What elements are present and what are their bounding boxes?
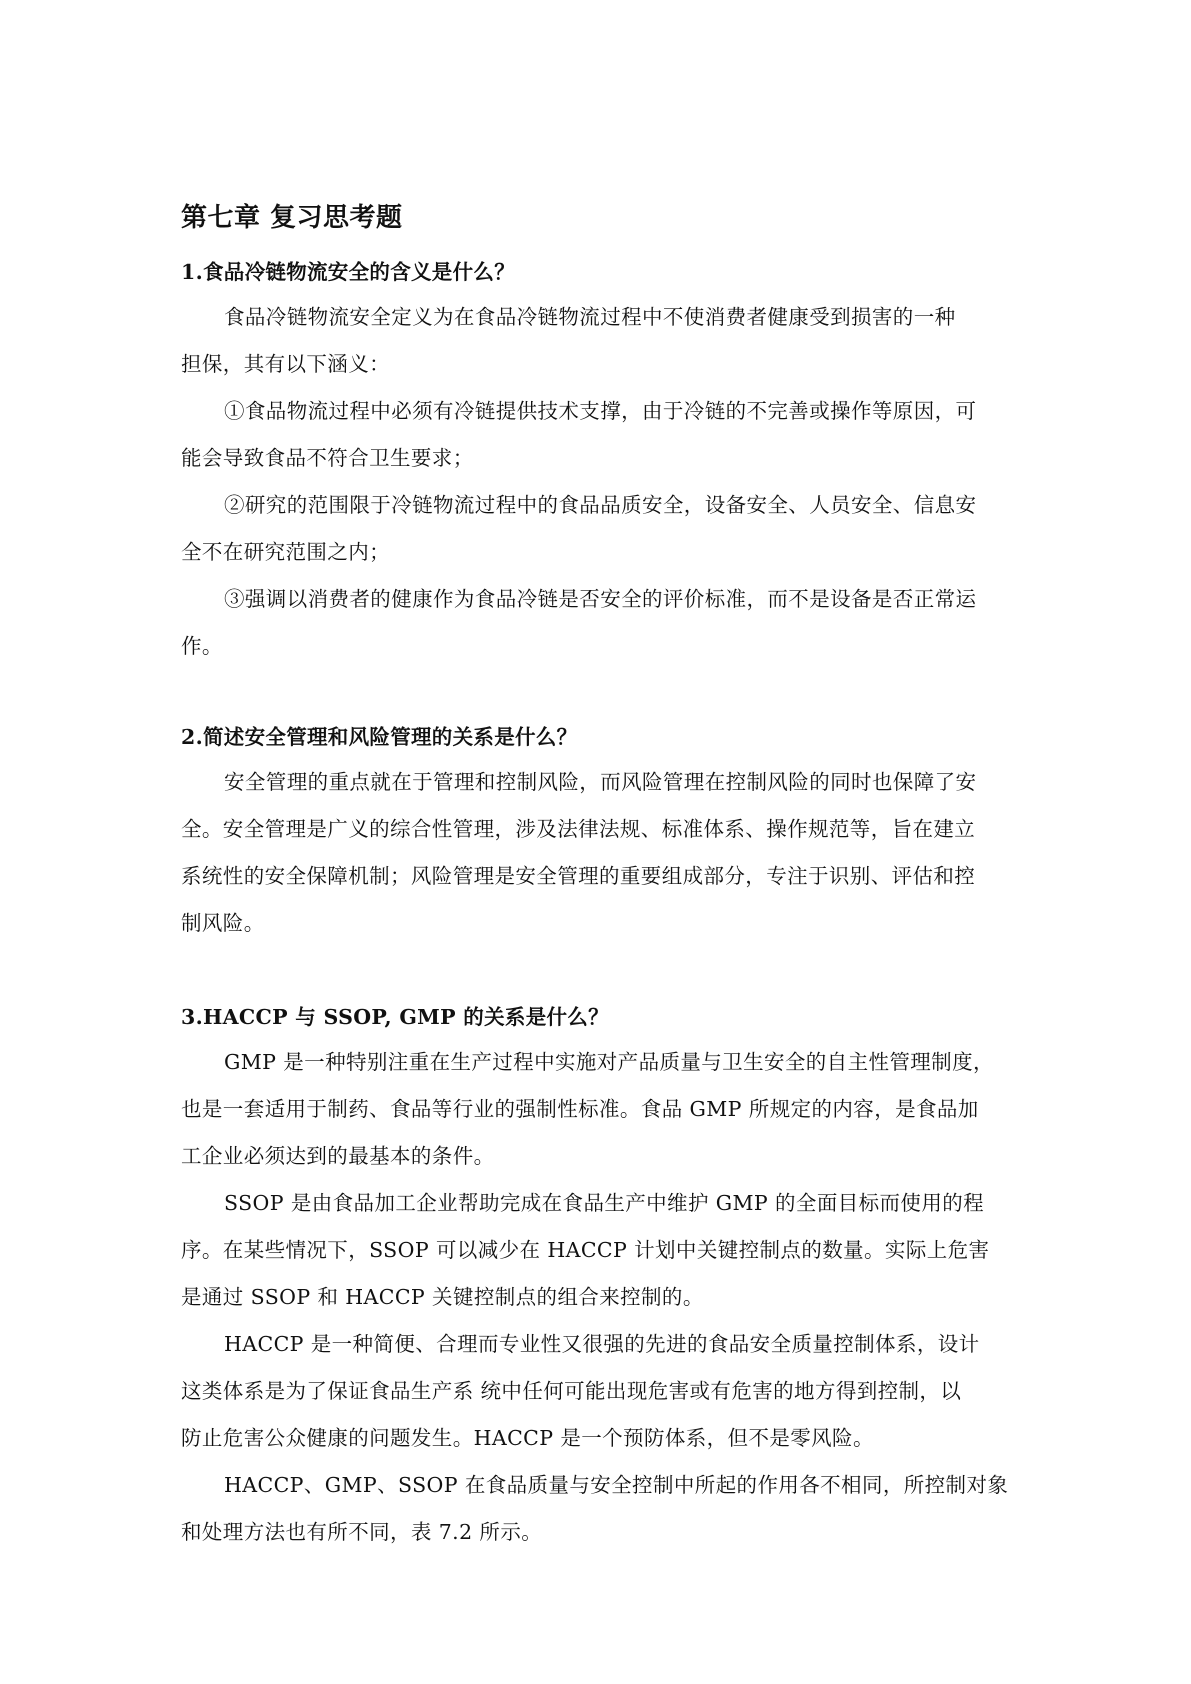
q3-paragraph-line: 这类体系是为了保证食品生产系 统中任何可能出现危害或有危害的地方得到控制，以 bbox=[181, 1379, 962, 1403]
q3-paragraph-line: SSOP 是由食品加工企业帮助完成在食品生产中维护 GMP 的全面目标而使用的程 bbox=[224, 1191, 985, 1215]
q2-paragraph-line: 全。安全管理是广义的综合性管理，涉及法律法规、标准体系、操作规范等，旨在建立 bbox=[181, 817, 976, 841]
question-3-heading: 3.HACCP 与 SSOP, GMP 的关系是什么？ bbox=[181, 1005, 609, 1029]
q1-paragraph-line: 全不在研究范围之内； bbox=[181, 540, 390, 564]
q2-paragraph-line: 安全管理的重点就在于管理和控制风险，而风险管理在控制风险的同时也保障了安 bbox=[224, 770, 977, 794]
q1-paragraph-line: 食品冷链物流安全定义为在食品冷链物流过程中不使消费者健康受到损害的一种 bbox=[224, 305, 956, 329]
q3-paragraph-line: 是通过 SSOP 和 HACCP 关键控制点的组合来控制的。 bbox=[181, 1285, 704, 1309]
q3-paragraph-line: GMP 是一种特别注重在生产过程中实施对产品质量与卫生安全的自主性管理制度， bbox=[224, 1050, 994, 1074]
q2-paragraph-line: 制风险。 bbox=[181, 911, 265, 935]
q3-paragraph-line: 工企业必须达到的最基本的条件。 bbox=[181, 1144, 495, 1168]
q3-paragraph-line: 和处理方法也有所不同，表 7.2 所示。 bbox=[181, 1520, 543, 1544]
q1-paragraph-line: ②研究的范围限于冷链物流过程中的食品品质安全，设备安全、人员安全、信息安 bbox=[224, 493, 977, 517]
q1-paragraph-line: ③强调以消费者的健康作为食品冷链是否安全的评价标准，而不是设备是否正常运 bbox=[224, 587, 977, 611]
q1-paragraph-line: 能会导致食品不符合卫生要求； bbox=[181, 446, 474, 470]
q3-paragraph-line: 防止危害公众健康的问题发生。HACCP 是一个预防体系，但不是零风险。 bbox=[181, 1426, 874, 1450]
question-1-heading: 1.食品冷链物流安全的含义是什么？ bbox=[181, 260, 515, 284]
q3-paragraph-line: HACCP 是一种简便、合理而专业性又很强的先进的食品安全质量控制体系，设计 bbox=[224, 1332, 980, 1356]
q1-paragraph-line: ①食品物流过程中必须有冷链提供技术支撑，由于冷链的不完善或操作等原因，可 bbox=[224, 399, 977, 423]
q3-paragraph-line: HACCP、GMP、SSOP 在食品质量与安全控制中所起的作用各不相同，所控制对象 bbox=[224, 1473, 1009, 1497]
chapter-title: 第七章 复习思考题 bbox=[181, 203, 403, 233]
q1-paragraph-line: 作。 bbox=[181, 634, 223, 658]
q3-paragraph-line: 序。在某些情况下，SSOP 可以减少在 HACCP 计划中关键控制点的数量。实际上危害 bbox=[181, 1238, 990, 1262]
q2-paragraph-line: 系统性的安全保障机制；风险管理是安全管理的重要组成部分，专注于识别、评估和控 bbox=[181, 864, 976, 888]
q1-paragraph-line: 担保，其有以下涵义： bbox=[181, 352, 390, 376]
question-2-heading: 2.简述安全管理和风险管理的关系是什么？ bbox=[181, 725, 578, 749]
q3-paragraph-line: 也是一套适用于制药、食品等行业的强制性标准。食品 GMP 所规定的内容，是食品加 bbox=[181, 1097, 979, 1121]
